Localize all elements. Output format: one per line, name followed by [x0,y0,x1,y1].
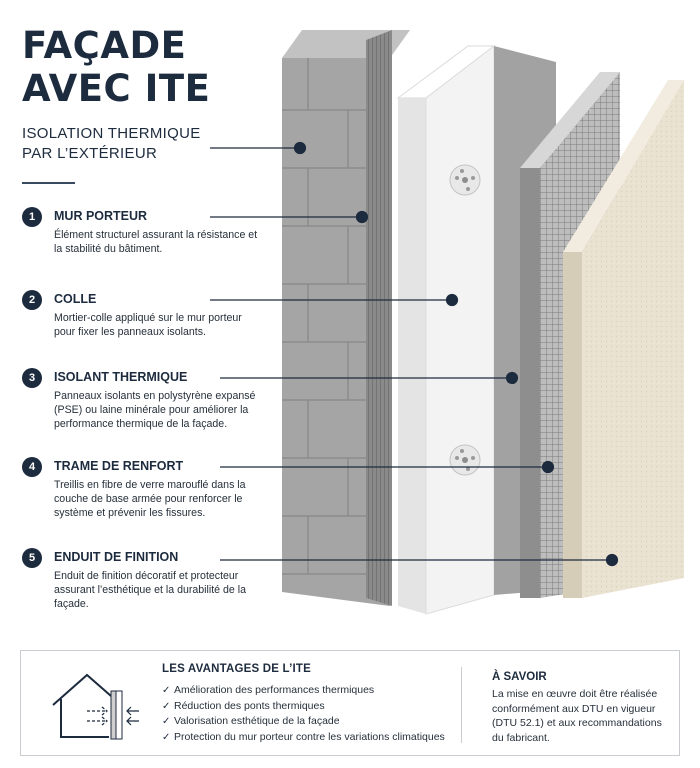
advantage-text: Amélioration des performances thermiques [174,684,375,696]
checkmark-icon: ✓ [162,700,171,712]
layer-number-badge: 1 [22,207,42,227]
layer-title: COLLE [54,292,97,306]
layer-title: TRAME DE RENFORT [54,459,184,473]
layer-title: MUR PORTEUR [54,209,148,223]
layer-load-bearing-wall [282,30,410,606]
layer-number-badge: 4 [22,457,42,477]
list-item [162,683,445,699]
layer-description: Élément structurel assurant la résistance et la stabilité du bâtiment. [54,229,258,256]
list-item [162,699,445,715]
subtitle-line-2: PAR L’EXTÉRIEUR [22,145,158,162]
layer-number-badge: 3 [22,368,42,388]
layer-description: Mortier-colle appliqué sur le mur porteur pour fixer les panneaux isolants. [54,312,242,339]
layer-title: ISOLANT THERMIQUE [54,370,188,384]
layer-description: Treillis en fibre de verre marouflé dans la couche de base armée pour renforcer le système et prévenir les fissures. [54,479,246,520]
layer-description: Panneaux isolants en polystyrène expansé (PSE) ou laine minérale pour améliorer la performance thermique de la façade. [54,390,256,431]
advantage-text: Protection du mur porteur contre les variations climatiques [174,730,445,743]
layer-number-badge: 5 [22,548,42,568]
layer-description: Enduit de finition décoratif et protecteur assurant l’esthétique et la durabilité de la façade. [54,570,246,611]
info-box [20,650,680,756]
advantage-text: Valorisation esthétique de la façade [174,715,340,727]
advantage-text: Réduction des ponts thermiques [174,699,325,712]
subtitle-line-1: ISOLATION THERMIQUE [22,125,201,142]
checkmark-icon: ✓ [162,716,171,727]
advantages-list [162,683,445,745]
list-item [162,714,445,730]
layer-number-badge: 2 [22,290,42,310]
note-text: La mise en œuvre doit être réalisée conformément aux DTU en vigueur (DTU 52.1) et aux recommandations du fabricant. [492,688,662,744]
checkmark-icon: ✓ [162,731,171,743]
list-item [162,730,445,746]
note-title: À SAVOIR [492,671,547,683]
anchor-dowel-icon [450,165,480,195]
advantages-title: LES AVANTAGES DE L’ITE [162,663,312,675]
box-divider [461,667,462,743]
anchor-dowel-icon [450,445,480,475]
layer-title: ENDUIT DE FINITION [54,550,179,564]
house-insulation-icon [47,669,143,741]
checkmark-icon: ✓ [162,685,171,696]
title-line-2: AVEC ITE [22,67,211,110]
title-line-1: FAÇADE [22,24,187,67]
layer-insulation-panel [398,46,494,614]
